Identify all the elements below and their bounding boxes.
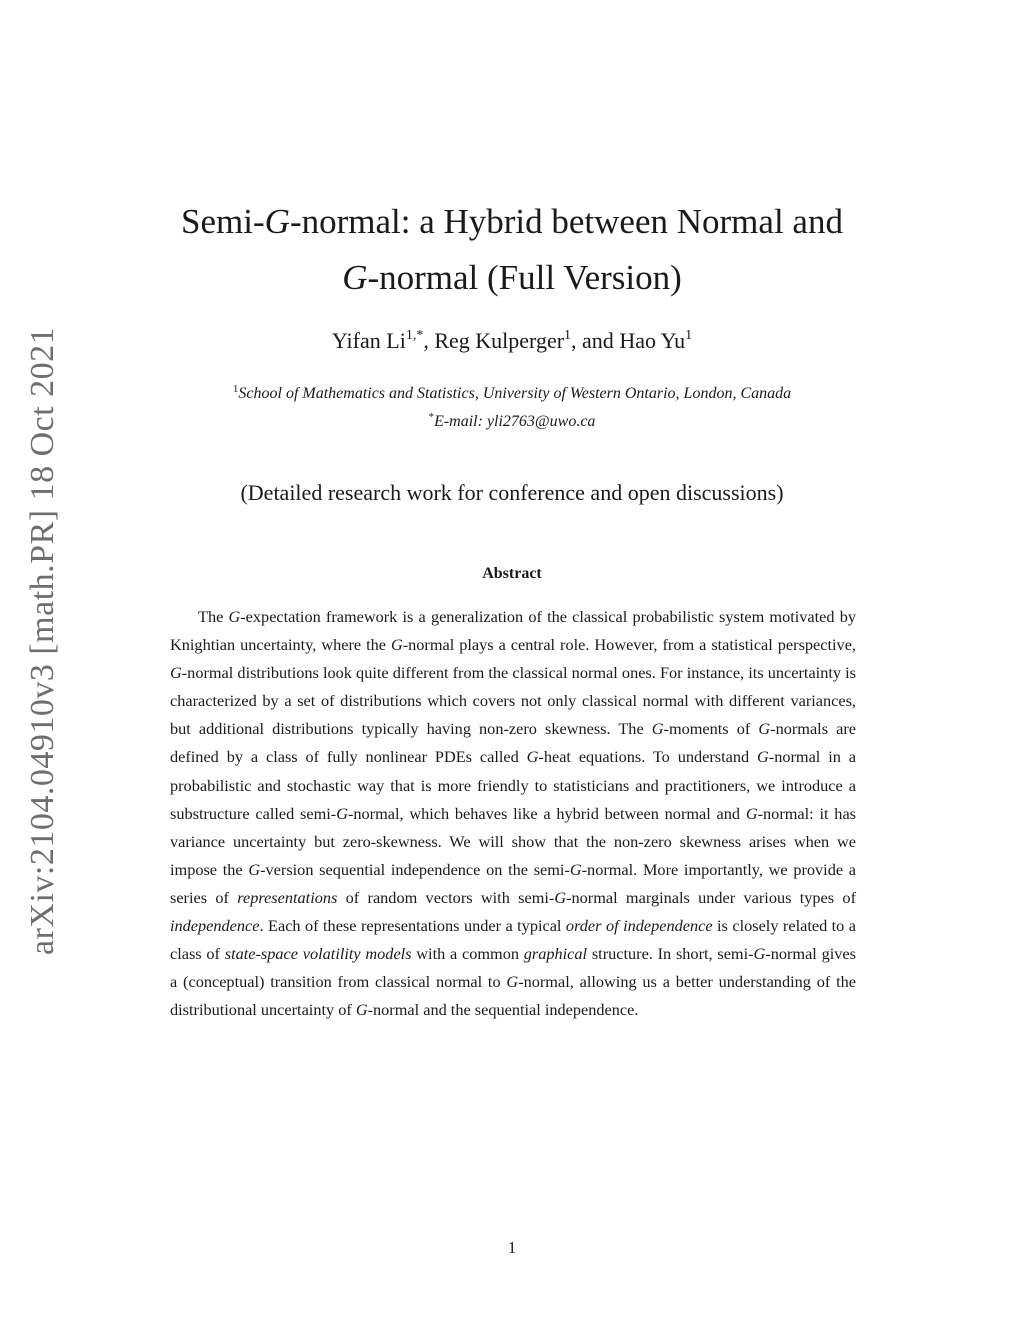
abstract-text: G [569,859,582,879]
title-text: G [342,258,368,297]
email-mark: * [428,411,435,423]
abstract-text: -normals are defined by a class of fully nonlinear PDEs called [170,719,856,767]
author-list [112,326,912,356]
affiliation-line [112,380,912,408]
abstract-text: G [336,803,348,823]
abstract-emphasis: independence [170,916,260,936]
abstract-text: -normal. More importantly, we provide a series of [170,859,856,907]
author-separator: , and [571,328,620,353]
abstract-emphasis: representations [237,887,338,907]
abstract-text: G [248,859,261,879]
abstract-text: G [526,747,539,767]
abstract-text: G [554,887,567,907]
author-name: Yifan Li [331,328,406,353]
paper-note: (Detailed research work for conference and open discussions) [240,480,784,505]
email-line [112,408,912,436]
abstract-text: -heat equations. To understand [538,747,758,767]
abstract-text: G [390,635,403,655]
arxiv-identifier: arXiv:2104.04910v3 [math.PR] 18 Oct 2021 [24,326,61,955]
paper-title [112,194,912,306]
abstract-text: G [170,663,182,683]
affiliation-text: School of Mathematics and Statistics, University of Western Ontario, London, Canada [238,385,792,402]
abstract-text: G [757,747,769,767]
title-text: -normal: a Hybrid between Normal and [289,202,843,241]
author-affiliation-mark: 1 [564,328,572,343]
abstract-text: -normal marginals under various types of [566,887,856,907]
author-name: Hao Yu [619,328,686,353]
abstract-text: -normal gives a (conceptual) transition from classical normal to [170,944,856,992]
abstract-body [170,603,856,1024]
affiliation-mark: 1 [232,383,239,395]
title-text: Semi- [181,202,265,241]
author-separator: , [423,328,435,353]
abstract-text: -normal: it has variance uncertainty but zero-skewness. We will show that the non-zero skewness arises when we impose the [170,803,857,879]
title-text: G [264,202,290,241]
author-affiliation-mark: 1 [685,328,693,343]
abstract-text: -normal, allowing us a better understanding of the distributional uncertainty of [170,972,856,1020]
abstract-text: G [745,803,758,823]
abstract-text: G [506,972,519,992]
abstract-emphasis: state-space volatility models [224,944,412,964]
affiliation-block [112,380,912,436]
abstract-text: G [228,607,241,626]
abstract-text: -normal distributions look quite different from the classical normal ones. For instance, its uncertainty is characterized by a set of distributions which covers not only classical normal with different variances, but additional distributions typically having non-zero skewness. The [170,663,856,739]
abstract-text: G [758,719,771,739]
page-number: 1 [507,1238,517,1257]
abstract-text: -normal in a probabilistic and stochastic way that is more friendly to statisticians and practitioners, we introduce a substructure called semi- [170,747,856,823]
abstract-text: -moments of [663,719,759,739]
abstract-text: -version sequential independence on the semi- [260,859,570,879]
abstract-text: The [198,607,229,626]
abstract-text: is closely related to a class of [170,916,857,964]
abstract-emphasis: graphical [523,944,588,964]
abstract-text: -expectation framework is a generalization of the classical probabilistic system motivated by Knightian uncertainty, where the [170,607,856,655]
title-text: -normal (Full Version) [367,258,682,297]
abstract-text: G [355,1000,368,1020]
abstract-text: G [651,719,664,739]
abstract-emphasis: order of independence [565,916,713,936]
author-affiliation-mark: 1,* [405,328,424,343]
abstract-text: with a common [411,944,524,964]
author-name: Reg Kulperger [434,328,565,353]
email-text: E-mail: yli2763@uwo.ca [434,413,596,430]
abstract-text: structure. In short, semi- [587,944,754,964]
abstract-heading: Abstract [482,565,542,582]
abstract-text: of random vectors with semi- [337,887,555,907]
abstract-text: -normal plays a central role. However, from a statistical perspective, [402,635,856,655]
abstract-text: -normal and the sequential independence. [367,1000,639,1020]
abstract-text: . Each of these representations under a typical [259,916,566,936]
abstract-text: -normal, which behaves like a hybrid between normal and [347,803,746,823]
abstract-text: G [753,944,766,964]
